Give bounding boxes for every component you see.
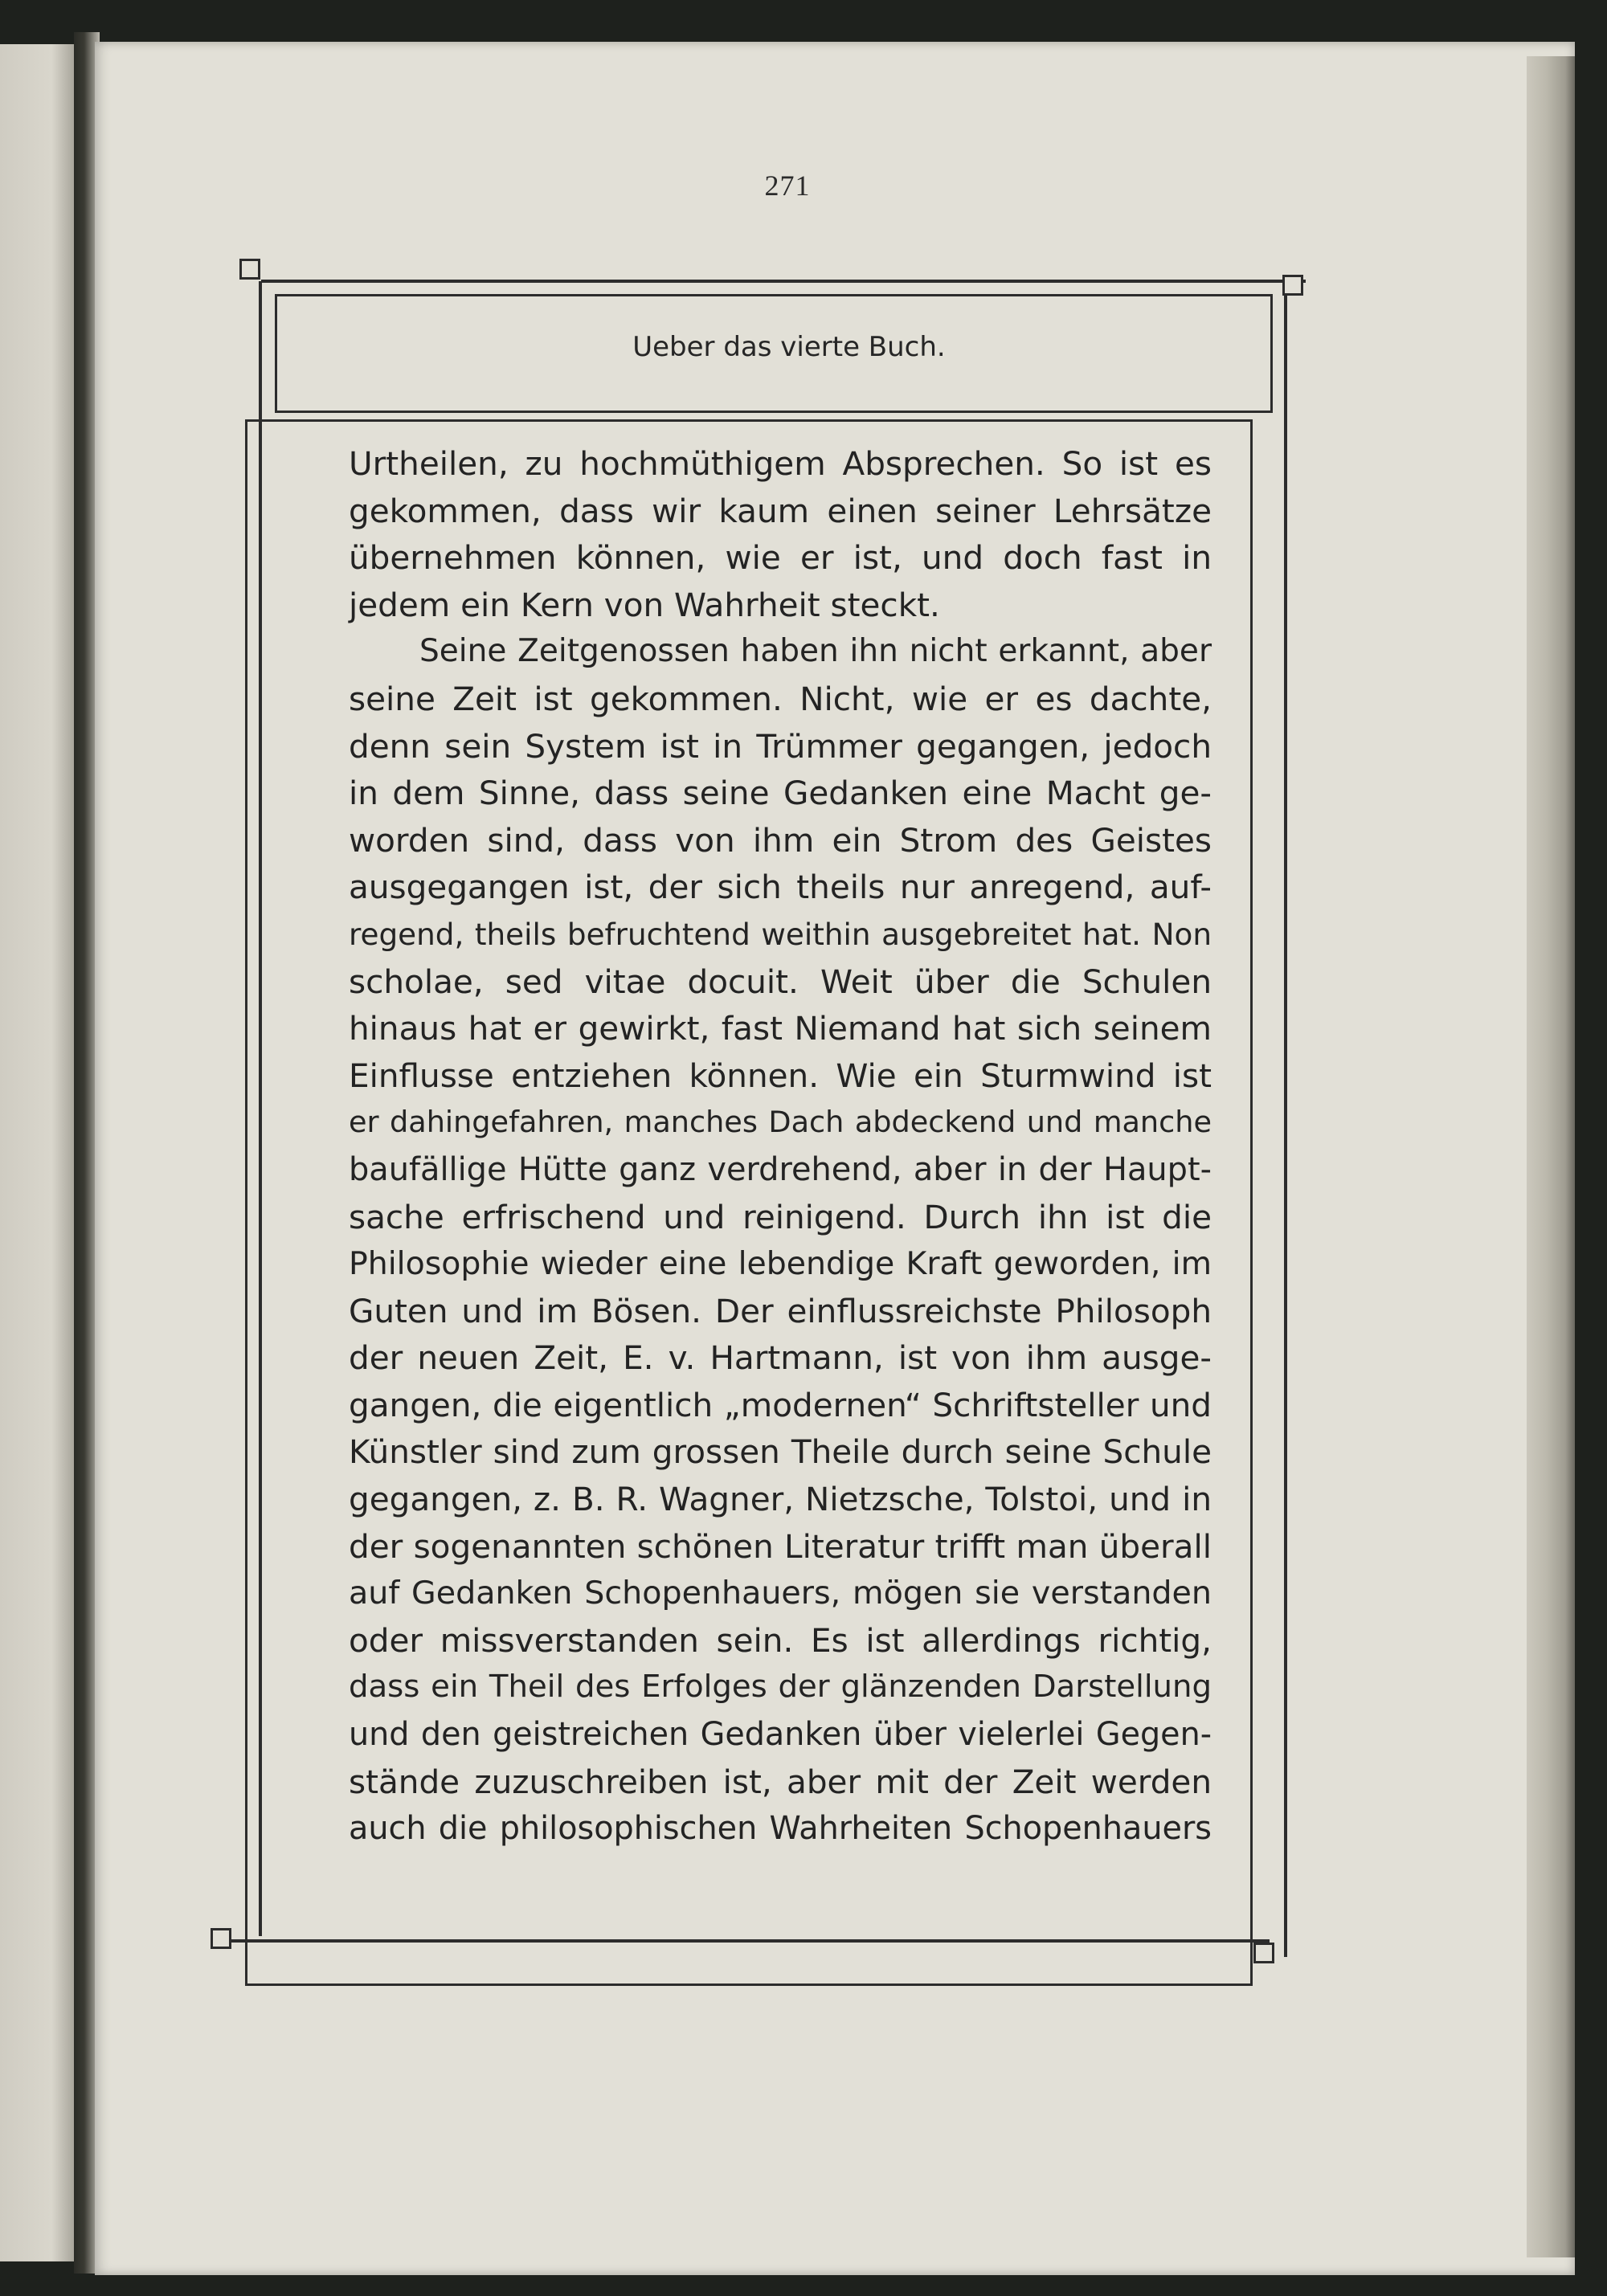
text-line: Philosophie wieder eine lebendige Kraft geworden, im	[349, 1245, 1212, 1283]
text-line: oder missverstanden sein. Es ist allerdings richtig,	[349, 1620, 1212, 1660]
text-line: auf Gedanken Schopenhauers, mögen sie verstanden	[349, 1575, 1212, 1612]
text-line: scholae, sed vitae docuit. Weit über die Schulen	[349, 962, 1212, 1001]
text-line: ausgegangen ist, der sich theils nur anregend, auf-	[349, 868, 1212, 907]
text-line: gekommen, dass wir kaum einen seiner Lehrsätze	[349, 491, 1212, 530]
text-line: auch die philosophischen Wahrheiten Schopenhauers	[349, 1810, 1212, 1848]
page-number: 271	[764, 170, 811, 202]
text-line: in dem Sinne, dass seine Gedanken eine Macht ge-	[349, 774, 1212, 813]
text-line: Einflusse entziehen können. Wie ein Sturmwind ist	[349, 1056, 1212, 1095]
page-stack-edge	[1527, 56, 1575, 2257]
frame-corner-bottom-right	[1253, 1943, 1274, 1963]
text-line: worden sind, dass von ihm ein Strom des Geistes	[349, 820, 1212, 860]
text-line: der sogenannten schönen Literatur trifft man überall	[349, 1526, 1212, 1566]
text-line: stände zuzuschreiben ist, aber mit der Zeit werden	[349, 1762, 1212, 1801]
text-line: sache erfrischend und reinigend. Durch ihn ist die	[349, 1197, 1212, 1236]
text-line: jedem ein Kern von Wahrheit steckt.	[349, 585, 940, 624]
frame-corner-top-right	[1282, 275, 1303, 296]
frame-top-line	[261, 280, 1306, 283]
text-line: Seine Zeitgenossen haben ihn nicht erkannt, aber	[419, 633, 1212, 670]
text-line: gangen, die eigentlich „modernen“ Schriftsteller und	[349, 1385, 1212, 1424]
text-line: Guten und im Bösen. Der einflussreichste Philosoph	[349, 1291, 1212, 1330]
text-line: regend, theils befruchtend weithin ausgebreitet hat. Non	[349, 916, 1212, 952]
text-line: er dahingefahren, manches Dach abdeckend und manche	[349, 1105, 1212, 1140]
body-text	[349, 440, 1212, 1853]
text-line: hinaus hat er gewirkt, fast Niemand hat sich seinem	[349, 1009, 1212, 1048]
text-line: Urtheilen, zu hochmüthigem Absprechen. So ist es	[349, 444, 1212, 483]
frame-corner-top-left	[239, 259, 260, 280]
text-line: denn sein System ist in Trümmer gegangen, jedoch	[349, 726, 1212, 766]
frame-corner-bottom-left	[211, 1928, 231, 1949]
text-line: dass ein Theil des Erfolges der glänzenden Darstellung	[349, 1669, 1212, 1706]
text-line: übernehmen können, wie er ist, und doch fast in	[349, 538, 1212, 578]
left-page-edge	[0, 44, 74, 2261]
text-line: baufällige Hütte ganz verdrehend, aber in der Haupt-	[349, 1150, 1212, 1188]
text-line: der neuen Zeit, E. v. Hartmann, ist von ihm ausge-	[349, 1338, 1212, 1378]
running-head: Ueber das vierte Buch.	[632, 331, 946, 363]
frame-right-line	[1284, 292, 1287, 1957]
text-line: seine Zeit ist gekommen. Nicht, wie er es dachte,	[349, 679, 1212, 718]
text-line: und den geistreichen Gedanken über vielerlei Gegen-	[349, 1716, 1212, 1754]
text-line: Künstler sind zum grossen Theile durch seine Schule	[349, 1432, 1212, 1472]
text-line: gegangen, z. B. R. Wagner, Nietzsche, Tolstoi, und in	[349, 1480, 1212, 1519]
